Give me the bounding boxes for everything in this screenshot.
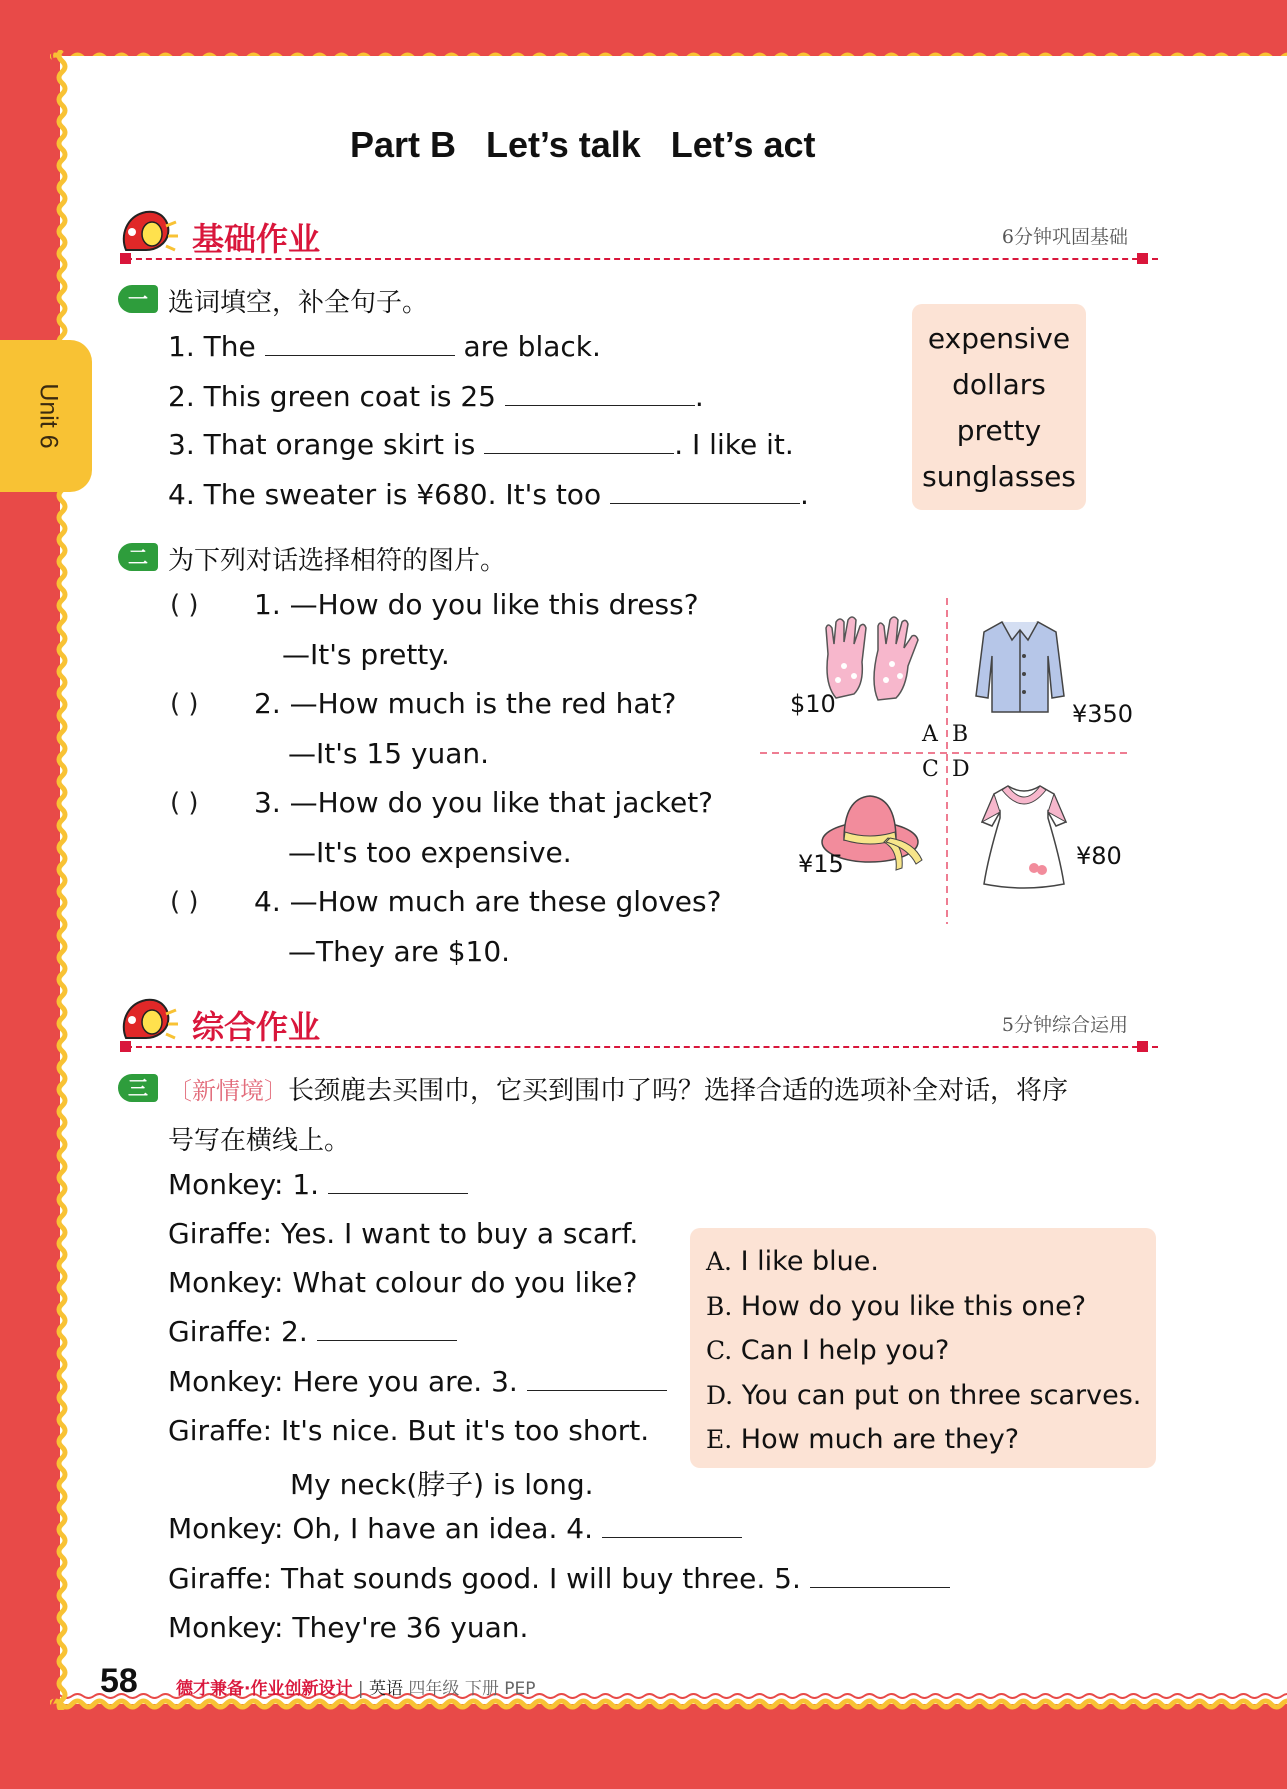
answer-blank[interactable] xyxy=(602,1512,742,1538)
wavy-border-left xyxy=(48,50,76,1710)
dialog-line: Monkey: Here you are. 3. xyxy=(168,1365,667,1398)
divider-dot xyxy=(120,1041,131,1052)
task-number-2: 二 xyxy=(118,543,158,571)
price-label-c: ¥15 xyxy=(798,850,844,878)
answer-blank[interactable] xyxy=(610,478,800,504)
dress-icon xyxy=(978,778,1070,890)
option-e: E. How much are they? xyxy=(706,1424,1020,1455)
unit-label: Unit 6 xyxy=(34,383,63,449)
dialog-question-3: 3. —How do you like that jacket? xyxy=(254,786,714,819)
answer-blank[interactable] xyxy=(810,1562,950,1588)
picture-label-b: B xyxy=(952,722,969,747)
footer-info: 德才兼备·作业创新设计 | 英语 四年级 下册 PEP xyxy=(176,1679,536,1699)
fill-sentence-2: 2. This green coat is 25 . xyxy=(168,380,704,413)
fill-sentence-3: 3. That orange skirt is . I like it. xyxy=(168,428,794,461)
dialog-line: Giraffe: That sounds good. I will buy three. 5. xyxy=(168,1562,950,1595)
fill-sentence-1: 1. The are black. xyxy=(168,330,601,363)
answer-blank[interactable] xyxy=(484,428,674,454)
dialog-line: Giraffe: Yes. I want to buy a scarf. xyxy=(168,1217,639,1250)
divider-dot xyxy=(120,253,131,264)
dialog-answer-3: —It's too expensive. xyxy=(288,836,572,869)
dialog-line: Giraffe: It's nice. But it's too short. xyxy=(168,1414,650,1447)
dialog-question-1: 1. —How do you like this dress? xyxy=(254,588,699,621)
answer-blank[interactable] xyxy=(328,1168,468,1194)
task-title-3-cont: 号写在横线上。 xyxy=(168,1126,351,1156)
answer-blank[interactable] xyxy=(265,330,455,356)
options-box xyxy=(690,1228,1156,1468)
option-b: B. How do you like this one? xyxy=(706,1290,1087,1322)
page-title: Part B Let’s talk Let’s act xyxy=(350,124,816,165)
option-a: A. I like blue. xyxy=(706,1246,879,1277)
answer-parentheses[interactable]: ( ) xyxy=(170,689,199,719)
divider-dot xyxy=(1137,253,1148,264)
jacket-icon xyxy=(972,616,1068,716)
word-bank-item: dollars xyxy=(952,368,1046,401)
picture-label-d: D xyxy=(952,757,970,782)
section-basic-header xyxy=(118,206,1158,266)
new-context-tag: 〔新情境〕 xyxy=(168,1077,288,1105)
answer-parentheses[interactable]: ( ) xyxy=(170,590,199,620)
option-d: D. You can put on three scarves. xyxy=(706,1379,1142,1411)
unit-tab xyxy=(0,340,92,492)
task-title-3: 〔新情境〕长颈鹿去买围巾，它买到围巾了吗？选择合适的选项补全对话，将序 xyxy=(168,1076,1069,1106)
section-subtitle: 5分钟综合运用 xyxy=(1001,1014,1128,1036)
picture-grid xyxy=(760,598,1140,924)
page-number: 58 xyxy=(100,1662,138,1700)
dialog-line: Monkey: 1. xyxy=(168,1168,468,1201)
picture-label-c: C xyxy=(922,757,939,782)
task-title-2: 为下列对话选择相符的图片。 xyxy=(168,546,507,576)
dialog-line: Giraffe: 2. xyxy=(168,1315,457,1348)
dialog-answer-2: —It's 15 yuan. xyxy=(288,737,490,770)
section-divider xyxy=(126,1046,1158,1048)
word-bank-item: sunglasses xyxy=(922,460,1076,493)
dialog-answer-4: —They are $10. xyxy=(288,935,511,968)
price-label-a: $10 xyxy=(790,690,836,718)
section-title: 综合作业 xyxy=(192,1008,321,1046)
word-bank-item: pretty xyxy=(956,414,1042,447)
section-title: 基础作业 xyxy=(192,220,321,258)
answer-parentheses[interactable]: ( ) xyxy=(170,887,199,917)
section-comprehensive-header xyxy=(118,994,1158,1054)
dialog-line: Monkey: Oh, I have an idea. 4. xyxy=(168,1512,742,1545)
dialog-answer-1: —It's pretty. xyxy=(282,638,450,671)
task-title-1: 选词填空，补全句子。 xyxy=(168,288,429,318)
answer-blank[interactable] xyxy=(505,380,695,406)
section-subtitle: 6分钟巩固基础 xyxy=(1001,226,1128,248)
answer-parentheses[interactable]: ( ) xyxy=(170,788,199,818)
answer-blank[interactable] xyxy=(527,1365,667,1391)
dialog-line: Monkey: What colour do you like? xyxy=(168,1266,638,1299)
dialog-question-4: 4. —How much are these gloves? xyxy=(254,885,722,918)
divider-dot xyxy=(1137,1041,1148,1052)
answer-blank[interactable] xyxy=(317,1315,457,1341)
word-bank-item: expensive xyxy=(927,322,1071,355)
picture-label-a: A xyxy=(922,722,938,747)
option-c: C. Can I help you? xyxy=(706,1335,950,1366)
word-bank xyxy=(912,304,1086,510)
price-label-b: ¥350 xyxy=(1072,700,1134,728)
task-number-3: 三 xyxy=(118,1074,158,1102)
dialog-line: My neck(脖子) is long. xyxy=(290,1468,594,1501)
price-label-d: ¥80 xyxy=(1076,842,1122,870)
dialog-line: Monkey: They're 36 yuan. xyxy=(168,1611,529,1644)
fill-sentence-4: 4. The sweater is ¥680. It's too . xyxy=(168,478,809,511)
dialog-question-2: 2. —How much is the red hat? xyxy=(254,687,677,720)
section-divider xyxy=(126,258,1158,260)
task-number-1: 一 xyxy=(118,285,158,313)
